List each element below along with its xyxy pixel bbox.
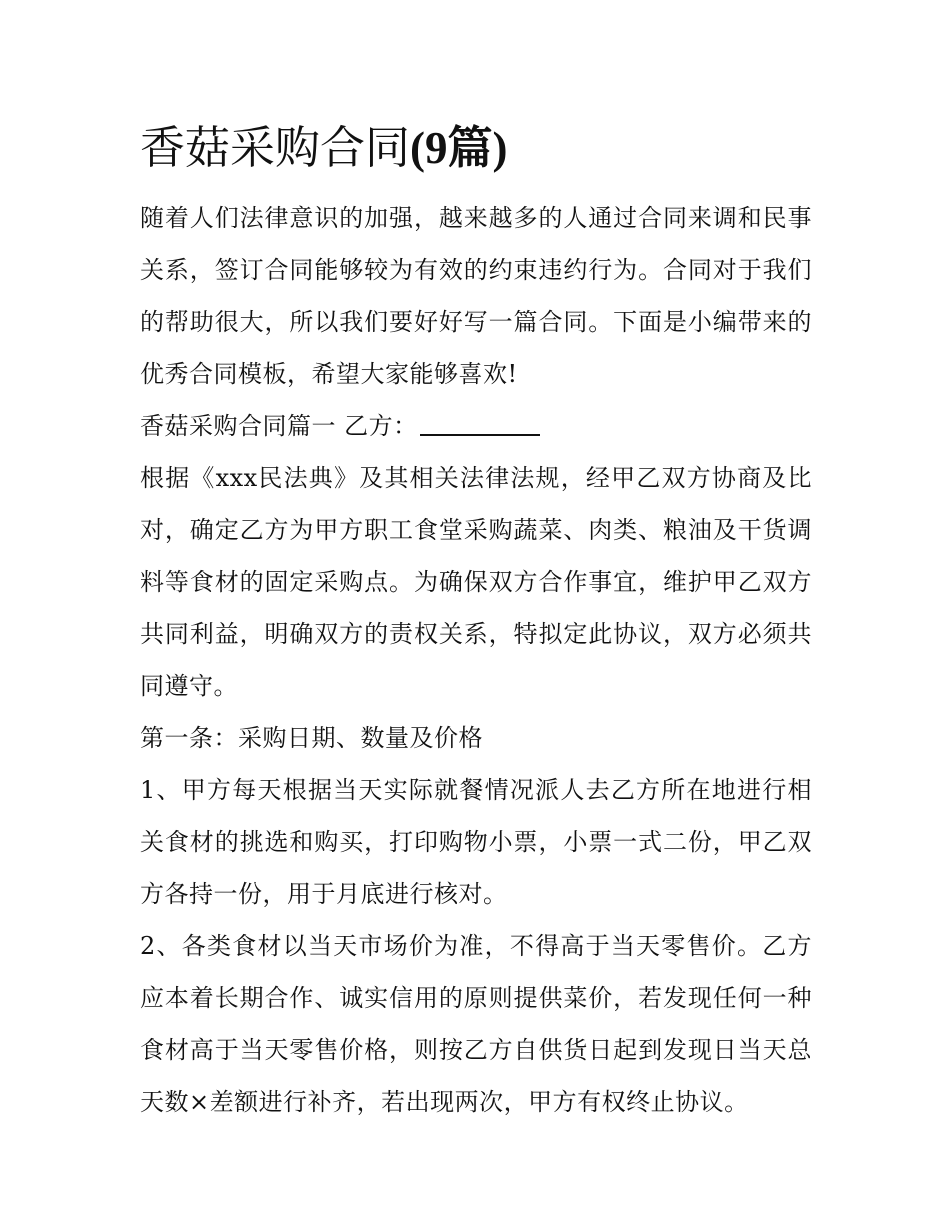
document-page bbox=[140, 112, 812, 1128]
title-suffix: (9篇) bbox=[410, 123, 508, 173]
section-heading bbox=[140, 400, 812, 452]
clause-1: 1、甲方每天根据当天实际就餐情况派人去乙方所在地进行相关食材的挑选和购买，打印购物小票，小票一式二份，甲乙双方各持一份，用于月底进行核对。 bbox=[140, 776, 812, 908]
party-b-blank-line bbox=[420, 410, 540, 436]
intro-paragraph: 随着人们法律意识的加强，越来越多的人通过合同来调和民事关系，签订合同能够较为有效的约束违约行为。合同对于我们的帮助很大，所以我们要好好写一篇合同。下面是小编带来的优秀合同模板，希望大家能够喜欢! bbox=[140, 204, 812, 388]
document-title bbox=[140, 112, 812, 184]
article-1-heading: 第一条：采购日期、数量及价格 bbox=[140, 724, 483, 752]
title-main: 香菇采购合同 bbox=[140, 121, 411, 174]
clause-2: 2、各类食材以当天市场价为准，不得高于当天零售价。乙方应本着长期合作、诚实信用的原则提供菜价，若发现任何一种食材高于当天零售价格，则按乙方自供货日起到发现日当天总天数×差额进行补齐，若出现两次，甲方有权终止协议。 bbox=[140, 932, 812, 1116]
basis-paragraph: 根据《xxx民法典》及其相关法律法规，经甲乙双方协商及比对，确定乙方为甲方职工食堂采购蔬菜、肉类、粮油及干货调料等食材的固定采购点。为确保双方合作事宜，维护甲乙双方共同利益，明确双方的责权关系，特拟定此协议，双方必须共同遵守。 bbox=[140, 464, 812, 700]
section-heading-text: 香菇采购合同篇一 乙方： bbox=[140, 412, 418, 440]
